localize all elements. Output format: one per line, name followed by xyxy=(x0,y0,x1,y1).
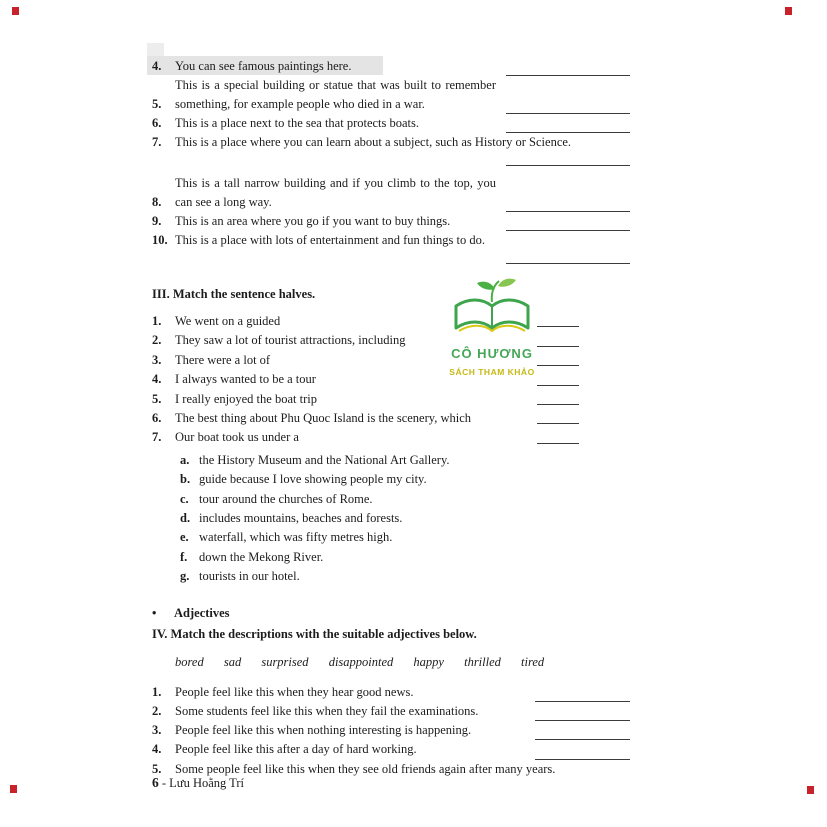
option-text: the History Museum and the National Art Gallery. xyxy=(199,452,450,467)
exercise-3-list xyxy=(152,312,630,448)
item-number: 1. xyxy=(152,314,162,328)
exercise-item xyxy=(152,174,630,212)
word-bank-item: bored xyxy=(175,654,204,669)
exercise-item xyxy=(152,57,630,76)
answer-blank xyxy=(506,250,630,264)
answer-option xyxy=(180,528,630,547)
match-item xyxy=(152,331,630,350)
answer-blank xyxy=(537,326,579,327)
scan-mark-bottom-left xyxy=(10,785,17,793)
match-answers-list xyxy=(180,451,630,587)
item-number: 6. xyxy=(152,116,162,130)
option-text: down the Mekong River. xyxy=(199,549,324,564)
answer-blank xyxy=(506,152,630,166)
exercise-item xyxy=(152,702,630,721)
answer-blank xyxy=(535,706,630,721)
answer-blank xyxy=(506,216,630,231)
word-bank-item: happy xyxy=(413,654,444,669)
answer-blank-row xyxy=(152,152,630,167)
item-text: People feel like this after a day of hard working. xyxy=(175,742,417,757)
word-bank-item: disappointed xyxy=(328,654,394,669)
answer-blank xyxy=(535,745,630,760)
answer-option xyxy=(180,451,630,470)
item-number: 2. xyxy=(152,703,162,718)
word-bank-item: surprised xyxy=(261,654,309,669)
item-text: We went on a guided xyxy=(175,314,281,328)
item-number: 3. xyxy=(152,352,162,367)
page-footer xyxy=(152,773,244,793)
exercise-item xyxy=(152,721,630,740)
exercise-item xyxy=(152,76,630,114)
option-letter: g. xyxy=(180,569,190,584)
page-number: 6 xyxy=(152,775,159,790)
answer-blank xyxy=(506,99,630,114)
adjective-word-bank xyxy=(175,653,630,672)
scan-mark-top-left xyxy=(12,7,19,15)
scan-mark-bottom-right xyxy=(807,786,814,794)
item-number: 1. xyxy=(152,684,162,699)
item-number: 4. xyxy=(152,372,162,387)
option-letter: c. xyxy=(180,491,189,506)
item-number: 6. xyxy=(152,411,162,426)
item-number: 9. xyxy=(152,214,162,228)
word-bank-item: thrilled xyxy=(464,654,501,669)
option-text: tourists in our hotel. xyxy=(199,569,300,584)
item-text: Some people feel like this when they see old friends again after many years. xyxy=(175,761,556,776)
match-item xyxy=(152,409,630,428)
answer-blank xyxy=(537,404,579,405)
item-text: People feel like this when they hear good news. xyxy=(175,684,414,699)
item-number: 7. xyxy=(152,135,162,149)
page-content xyxy=(152,57,630,779)
item-text: This is a place next to the sea that protects boats. xyxy=(175,116,420,130)
answer-option xyxy=(180,490,630,509)
exercise-item xyxy=(152,114,630,133)
option-text: includes mountains, beaches and forests. xyxy=(199,511,403,526)
item-text: This is a tall narrow building and if you climb to the top, you can see a long way. xyxy=(175,176,496,209)
exercise-item xyxy=(152,133,630,152)
item-number: 7. xyxy=(152,430,162,445)
scan-mark-top-right xyxy=(785,7,792,15)
item-number: 5. xyxy=(152,97,162,111)
item-number: 2. xyxy=(152,333,162,348)
exercise-4-title: IV. Match the descriptions with the suitable adjectives below. xyxy=(152,626,477,641)
option-letter: e. xyxy=(180,530,189,545)
exercise-4-list xyxy=(152,683,630,779)
item-text: There were a lot of xyxy=(175,352,271,367)
item-number: 4. xyxy=(152,742,162,757)
adjectives-title: Adjectives xyxy=(174,605,230,620)
item-number: 5. xyxy=(152,761,162,776)
watermark-name: CÔ HƯƠNG xyxy=(451,346,533,361)
option-letter: f. xyxy=(180,549,188,564)
item-number: 5. xyxy=(152,391,162,406)
option-letter: a. xyxy=(180,452,190,467)
word-bank-item: sad xyxy=(223,654,242,669)
exercise-item xyxy=(152,740,630,759)
item-text: This is a place where you can learn about a subject, such as History or Science. xyxy=(175,135,572,149)
option-text: waterfall, which was fifty metres high. xyxy=(199,530,393,545)
watermark-tagline: SÁCH THAM KHẢO xyxy=(449,367,535,377)
exercise-3-title: III. Match the sentence halves. xyxy=(152,287,316,301)
item-text: I always wanted to be a tour xyxy=(175,372,316,387)
answer-blank xyxy=(537,423,579,424)
answer-blank xyxy=(537,385,579,386)
answer-blank xyxy=(537,346,579,347)
answer-option xyxy=(180,509,630,528)
answer-blank xyxy=(535,725,630,740)
item-number: 3. xyxy=(152,723,162,738)
footer-author: Lưu Hoằng Trí xyxy=(169,776,245,790)
match-item xyxy=(152,370,630,389)
answer-option xyxy=(180,470,630,489)
answer-blank xyxy=(506,197,630,212)
item-text: This is an area where you go if you want to buy things. xyxy=(175,214,451,228)
scan-shade xyxy=(147,43,164,56)
answer-blank xyxy=(537,365,579,366)
answer-blank xyxy=(506,118,630,133)
answer-option xyxy=(180,548,630,567)
item-text: People feel like this when nothing interesting is happening. xyxy=(175,723,472,738)
option-text: guide because I love showing people my city. xyxy=(199,472,427,487)
option-text: tour around the churches of Rome. xyxy=(199,491,373,506)
bullet-point: • xyxy=(152,605,157,620)
answer-blank xyxy=(506,61,630,76)
item-text: This is a special building or statue that was built to remember something, for example people who died in a war. xyxy=(175,78,496,111)
answer-blank xyxy=(537,443,579,444)
item-number: 10. xyxy=(152,233,168,247)
answer-option xyxy=(180,567,630,586)
option-letter: b. xyxy=(180,472,191,487)
item-text: I really enjoyed the boat trip xyxy=(175,391,317,406)
match-item xyxy=(152,390,630,409)
match-item xyxy=(152,351,630,370)
adjectives-heading xyxy=(152,604,630,623)
item-text: The best thing about Phu Quoc Island is the scenery, which xyxy=(175,411,472,426)
item-number: 8. xyxy=(152,195,162,209)
item-text: Some students feel like this when they fail the examinations. xyxy=(175,703,479,718)
exercise-item xyxy=(152,683,630,702)
exercise-item xyxy=(152,212,630,231)
item-number: 4. xyxy=(152,59,162,73)
match-item xyxy=(152,428,630,447)
answer-blank xyxy=(535,687,630,702)
exercise-item xyxy=(152,231,630,250)
option-letter: d. xyxy=(180,511,191,526)
match-item xyxy=(152,312,630,331)
item-text: You can see famous paintings here. xyxy=(175,59,352,73)
footer-separator: - xyxy=(158,776,170,790)
item-text: They saw a lot of tourist attractions, including xyxy=(175,333,406,348)
item-text: This is a place with lots of entertainment and fun things to do. xyxy=(175,233,486,247)
answer-blank-row xyxy=(152,250,630,265)
word-bank-item: tired xyxy=(521,654,545,669)
item-text: Our boat took us under a xyxy=(175,430,299,445)
